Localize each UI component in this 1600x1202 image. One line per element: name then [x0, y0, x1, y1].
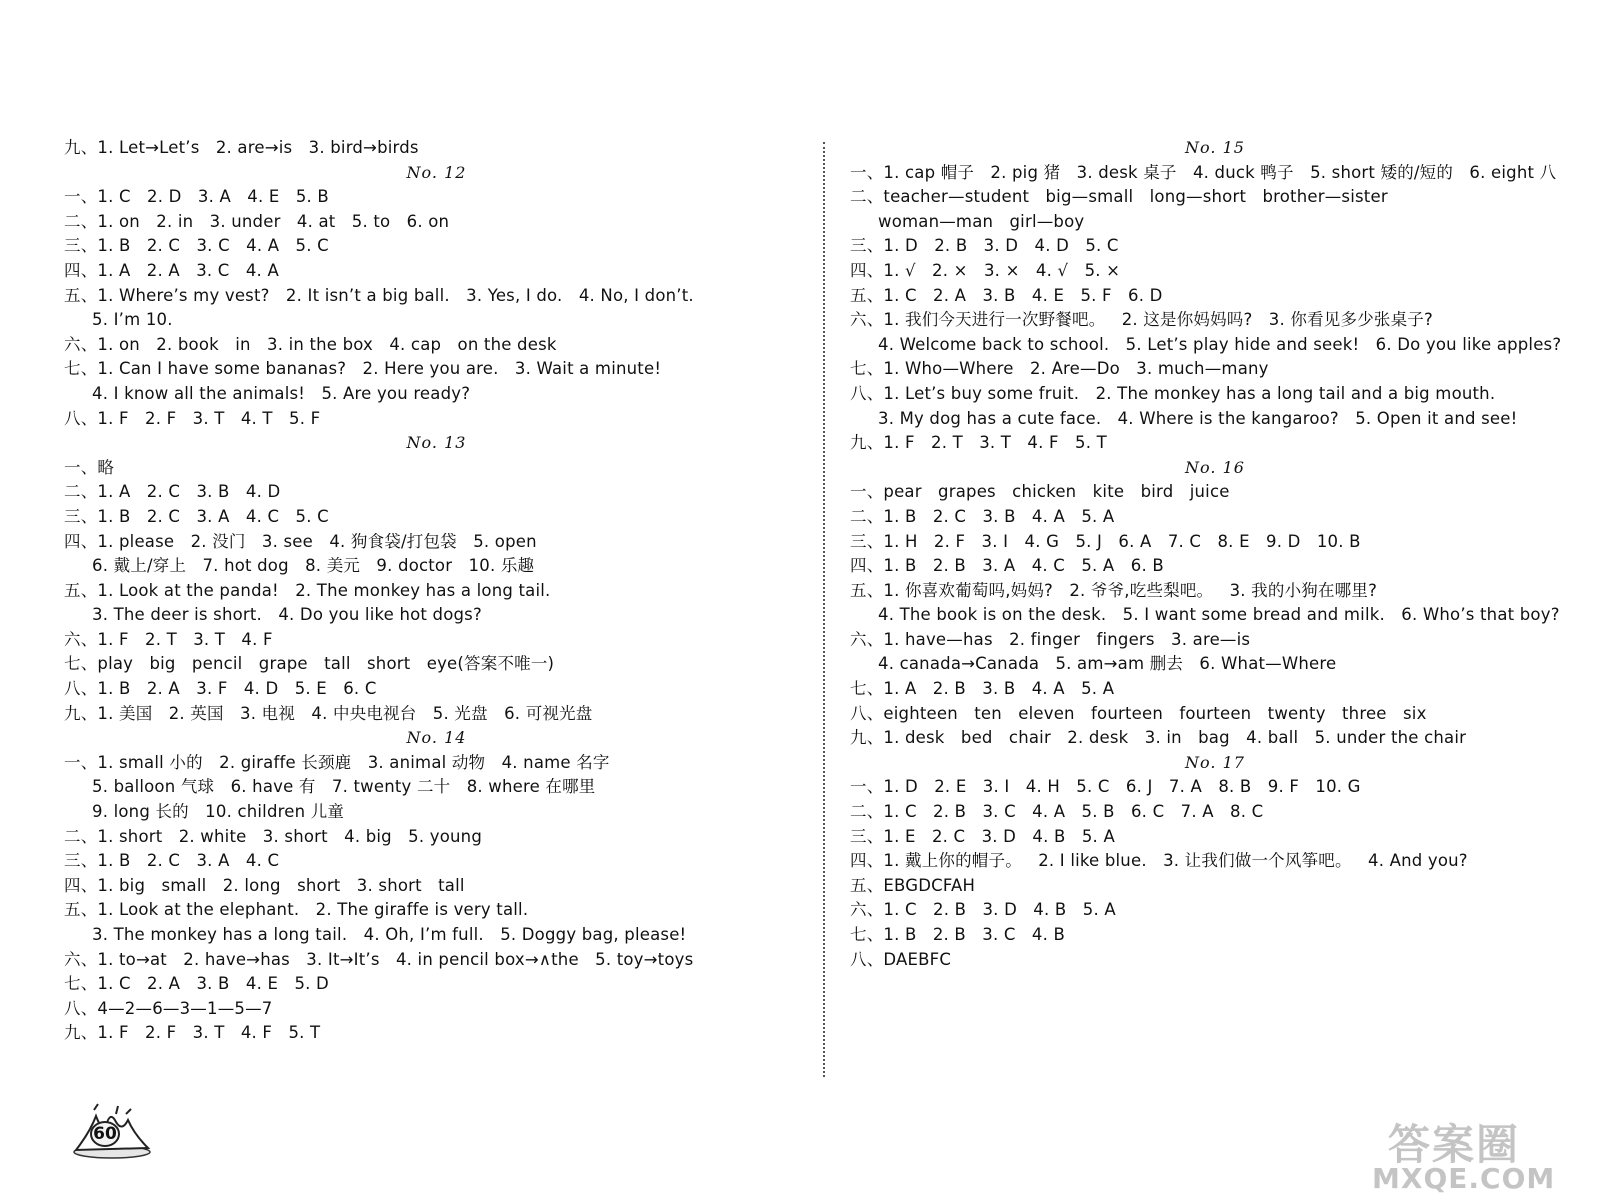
- watermark: [1366, 1112, 1590, 1196]
- watermark-url: MXQE.COM: [1372, 1162, 1556, 1195]
- answer-line: 九、1. Let→Let’s 2. are→is 3. bird→birds: [64, 138, 419, 157]
- section-heading: No. 13: [406, 433, 467, 453]
- answer-line: 五、1. Where’s my vest? 2. It isn’t a big ball. 3. Yes, I do. 4. No, I don’t.: [64, 285, 694, 305]
- answer-line: 八、4—2—6—3—1—5—7: [64, 998, 273, 1018]
- answer-line: 七、1. A 2. B 3. B 4. A 5. A: [850, 679, 1115, 699]
- answer-line: 四、1. A 2. A 3. C 4. A: [64, 260, 279, 280]
- answer-line: 5. balloon 气球 6. have 有 7. twenty 二十 8. where 在哪里: [92, 777, 596, 797]
- answer-line: 3. The deer is short. 4. Do you like hot dogs?: [92, 605, 482, 625]
- answer-line: 六、1. 我们今天进行一次野餐吧。 2. 这是你妈妈吗? 3. 你看见多少张桌子?: [850, 310, 1433, 330]
- answer-line: 九、1. F 2. F 3. T 4. F 5. T: [64, 1023, 321, 1043]
- answer-line: 3. My dog has a cute face. 4. Where is the kangaroo? 5. Open it and see!: [878, 408, 1518, 428]
- answer-line: 4. I know all the animals! 5. Are you ready?: [92, 383, 471, 403]
- answer-line: 4. Welcome back to school. 5. Let’s play hide and seek! 6. Do you like apples?: [878, 334, 1562, 354]
- answer-line: 一、略: [64, 457, 115, 477]
- section-heading: No. 14: [406, 728, 467, 748]
- section-heading: No. 12: [406, 162, 467, 182]
- answer-line: 二、teacher—student big—small long—short brother—sister: [850, 187, 1388, 207]
- answer-line: 三、1. D 2. B 3. D 4. D 5. C: [850, 236, 1119, 256]
- answer-line: 一、1. C 2. D 3. A 4. E 5. B: [64, 187, 329, 207]
- answer-line: 六、1. C 2. B 3. D 4. B 5. A: [850, 900, 1116, 920]
- answer-line: 五、1. 你喜欢葡萄吗,妈妈? 2. 爷爷,吃些梨吧。 3. 我的小狗在哪里?: [850, 580, 1378, 600]
- answer-line: 四、1. 戴上你的帽子。 2. I like blue. 3. 让我们做一个风筝吧。 4. And you?: [850, 851, 1468, 871]
- answer-line: 4. The book is on the desk. 5. I want some bread and milk. 6. Who’s that boy?: [878, 605, 1560, 625]
- answer-line: 七、play big pencil grape tall short eye(答案不唯一): [64, 654, 555, 674]
- answer-line: 七、1. Can I have some bananas? 2. Here you are. 3. Wait a minute!: [64, 359, 662, 379]
- answer-line: 八、1. B 2. A 3. F 4. D 5. E 6. C: [64, 679, 377, 699]
- section-heading: No. 15: [1185, 138, 1245, 157]
- answer-line: 5. I’m 10.: [92, 310, 173, 330]
- answer-line: 一、1. small 小的 2. giraffe 长颈鹿 3. animal 动物 4. name 名字: [64, 752, 610, 772]
- answer-line: 四、1. big small 2. long short 3. short tall: [64, 875, 465, 895]
- answer-line: 三、1. H 2. F 3. I 4. G 5. J 6. A 7. C 8. E 9. D 10. B: [850, 531, 1361, 551]
- answer-line: 二、1. on 2. in 3. under 4. at 5. to 6. on: [64, 211, 450, 231]
- answer-line: 四、1. √ 2. × 3. × 4. √ 5. ×: [850, 260, 1121, 280]
- answer-line: 五、1. C 2. A 3. B 4. E 5. F 6. D: [850, 285, 1163, 305]
- answer-line: 二、1. B 2. C 3. B 4. A 5. A: [850, 506, 1115, 526]
- answer-line: 九、1. 美国 2. 英国 3. 电视 4. 中央电视台 5. 光盘 6. 可视光盘: [64, 703, 593, 723]
- answer-line: 六、1. to→at 2. have→has 3. It→It’s 4. in pencil box→∧the 5. toy→toys: [64, 949, 694, 969]
- answer-line: 四、1. B 2. B 3. A 4. C 5. A 6. B: [850, 556, 1164, 576]
- answer-line: 4. canada→Canada 5. am→am 删去 6. What—Where: [878, 654, 1337, 674]
- answer-line: 9. long 长的 10. children 儿童: [92, 802, 345, 822]
- answer-line: 二、1. A 2. C 3. B 4. D: [64, 482, 281, 502]
- answer-line: 五、1. Look at the elephant. 2. The giraffe is very tall.: [64, 900, 529, 920]
- answer-line: 6. 戴上/穿上 7. hot dog 8. 美元 9. doctor 10. 乐趣: [92, 556, 535, 576]
- answer-line: 二、1. short 2. white 3. short 4. big 5. young: [64, 826, 483, 846]
- answer-line: 六、1. have—has 2. finger fingers 3. are—is: [850, 629, 1251, 649]
- right-answer-column: [850, 136, 1580, 972]
- answer-line: 七、1. C 2. A 3. B 4. E 5. D: [64, 974, 329, 994]
- answer-line: 二、1. C 2. B 3. C 4. A 5. B 6. C 7. A 8. C: [850, 802, 1264, 822]
- answer-line: 九、1. desk bed chair 2. desk 3. in bag 4. ball 5. under the chair: [850, 728, 1467, 748]
- answer-line: 八、1. Let’s buy some fruit. 2. The monkey has a long tail and a big mouth.: [850, 383, 1496, 403]
- column-divider: [823, 142, 825, 1077]
- answer-line: 三、1. B 2. C 3. A 4. C 5. C: [64, 506, 329, 526]
- answer-line: 九、1. F 2. T 3. T 4. F 5. T: [850, 433, 1107, 453]
- answer-line: 三、1. E 2. C 3. D 4. B 5. A: [850, 826, 1115, 846]
- answer-line: 七、1. Who—Where 2. Are—Do 3. much—many: [850, 359, 1269, 379]
- answer-line: 3. The monkey has a long tail. 4. Oh, I’m full. 5. Doggy bag, please!: [92, 925, 687, 944]
- answer-line: 五、EBGDCFAH: [850, 875, 976, 895]
- answer-line: woman—man girl—boy: [878, 211, 1085, 231]
- section-heading: No. 17: [1185, 752, 1245, 772]
- answer-line: 五、1. Look at the panda! 2. The monkey has a long tail.: [64, 580, 551, 600]
- answer-line: 八、1. F 2. F 3. T 4. T 5. F: [64, 408, 321, 428]
- answer-line: 四、1. please 2. 没门 3. see 4. 狗食袋/打包袋 5. open: [64, 531, 537, 551]
- answer-line: 六、1. F 2. T 3. T 4. F: [64, 629, 273, 649]
- section-heading: No. 16: [1185, 457, 1245, 477]
- left-answer-column: [64, 136, 809, 1046]
- answer-line: 三、1. B 2. C 3. C 4. A 5. C: [64, 236, 329, 256]
- answer-line: 八、DAEBFC: [850, 949, 952, 969]
- answer-line: 三、1. B 2. C 3. A 4. C: [64, 851, 280, 871]
- watermark-logo: 答案圈: [1388, 1120, 1521, 1169]
- answer-line: 七、1. B 2. B 3. C 4. B: [850, 925, 1066, 944]
- answer-line: 六、1. on 2. book in 3. in the box 4. cap on the desk: [64, 334, 557, 354]
- answer-line: 一、1. cap 帽子 2. pig 猪 3. desk 桌子 4. duck 鸭子 5. short 矮的/短的 6. eight 八: [850, 162, 1557, 182]
- page-number: 60: [93, 1124, 117, 1144]
- answer-line: 八、eighteen ten eleven fourteen fourteen twenty three six: [850, 703, 1427, 723]
- answer-line: 一、1. D 2. E 3. I 4. H 5. C 6. J 7. A 8. B 9. F 10. G: [850, 777, 1361, 797]
- answer-line: 一、pear grapes chicken kite bird juice: [850, 482, 1230, 502]
